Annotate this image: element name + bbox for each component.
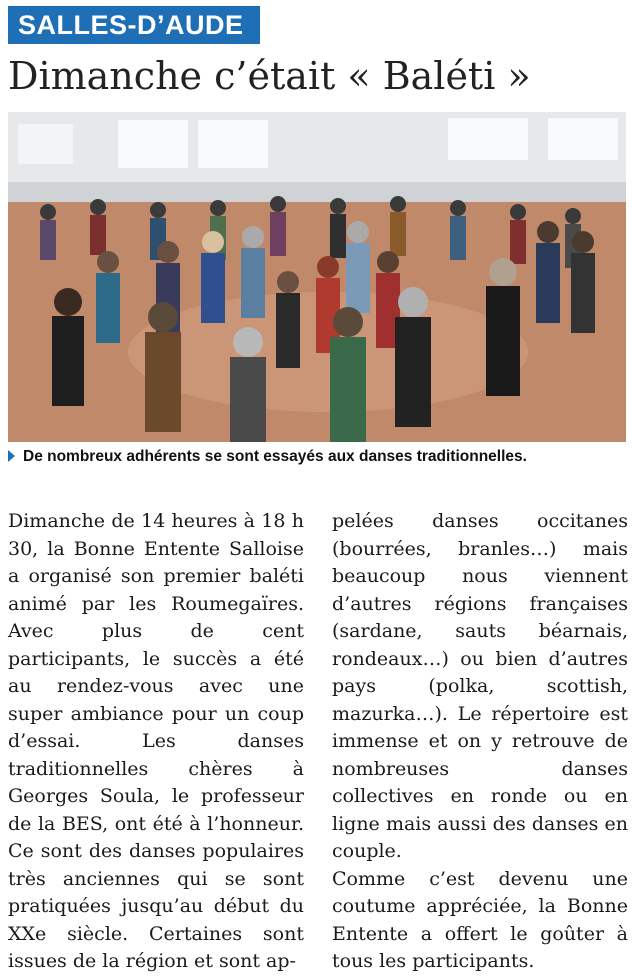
body-paragraph: Dimanche de 14 heures à 18 h 30, la Bonne Entente Salloise a organisé son premier baléti animé par les Roumegaïres. Avec plus de cent participants, le succès a été au rendez-vous avec une super ambiance pour un coup d’essai. Les danses traditionnelles chères à Georges Soula, le professeur de la BES, ont été à l’honneur. Ce sont des danses populaires très anciennes qui se sont pratiquées jusqu’au début du XXe siècle. Certaines sont issues de la région et sont ap- (8, 510, 304, 972)
caption-text: De nombreux adhérents se sont essayés aux danses traditionnelles. (23, 448, 527, 465)
triangle-right-icon (8, 450, 15, 462)
article-column-right (332, 508, 628, 976)
body-paragraph: pelées danses occitanes (bourrées, branles…) mais beaucoup nous viennent d’autres régions françaises (sardane, sauts béarnais, rondeaux…) ou bien d’autres pays (polka, scottish, mazurka…). Le répertoire est immense et on y retrouve de nombreuses danses collectives en ronde ou en ligne mais aussi des danses en couple. (332, 510, 628, 862)
article-headline: Dimanche c’était « Baléti » (8, 54, 531, 98)
section-kicker: SALLES-D’AUDE (8, 6, 260, 44)
article-column-left (8, 508, 304, 976)
article-photo (8, 112, 626, 442)
photo-caption (8, 447, 626, 467)
body-paragraph: Comme c’est devenu une coutume appréciée, la Bonne Entente a offert le goûter à tous les participants. (332, 867, 628, 972)
